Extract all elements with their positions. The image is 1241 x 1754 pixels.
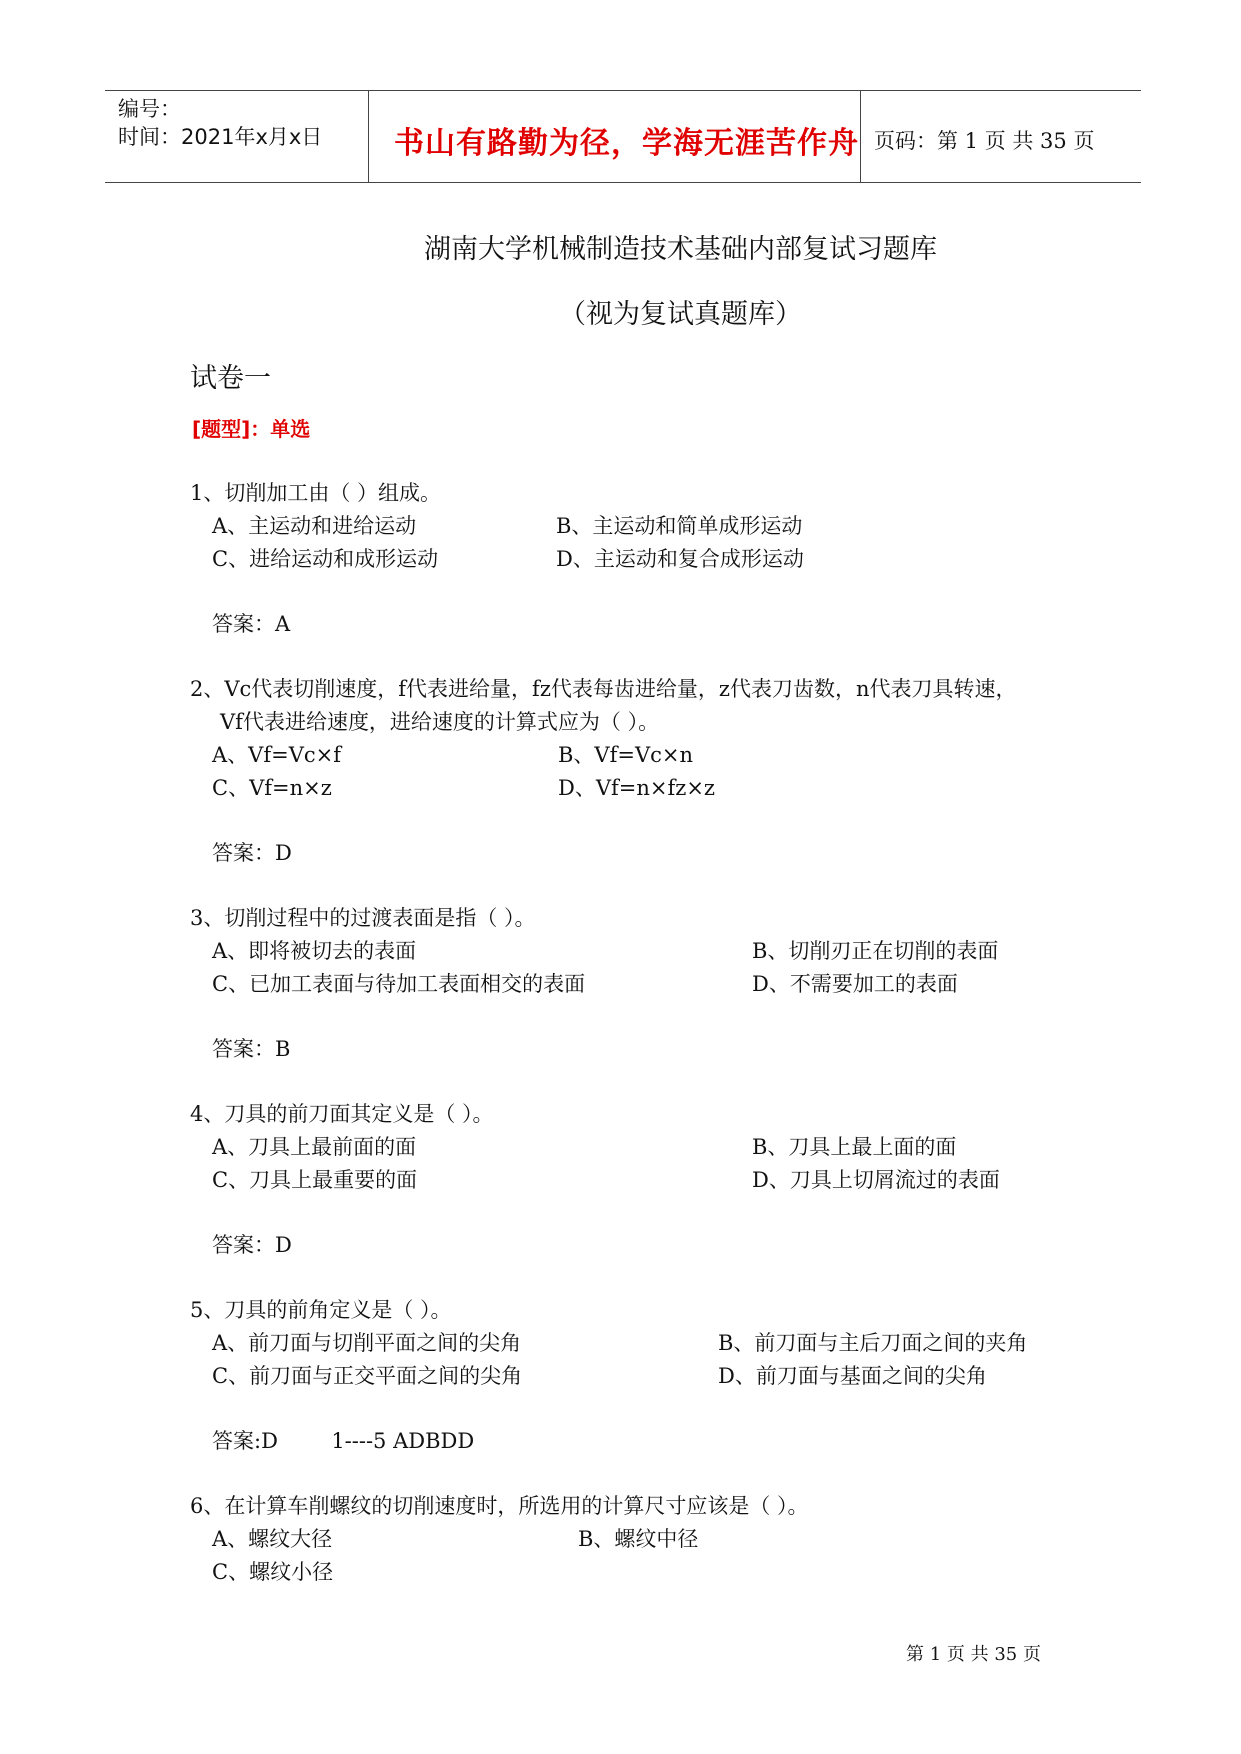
question-text-continued: Vf代表进给速度，进给速度的计算式应为（ ）。 [220,710,660,734]
option-b: B、Vf=Vc×n [558,743,694,767]
option-c: C、进给运动和成形运动 [212,547,439,571]
question-type-label: [题型]：单选 [192,417,311,441]
option-a: A、主运动和进给运动 [212,514,417,538]
option-b: B、前刀面与主后刀面之间的夹角 [718,1331,1028,1355]
header-page-label: 页码：第 1 页 共 35 页 [874,129,1095,153]
question-text: 2、Vc代表切削速度，f代表进给量，fz代表每齿进给量，z代表刀齿数，n代表刀具转速， [190,677,1017,701]
answer-text: 答案：A [212,612,291,636]
option-d: D、主运动和复合成形运动 [556,547,804,571]
section-heading: 试卷一 [190,363,271,394]
option-a: A、前刀面与切削平面之间的尖角 [212,1331,522,1355]
question-text: 6、在计算车削螺纹的切削速度时，所选用的计算尺寸应该是（ ）。 [190,1494,809,1518]
option-b: B、刀具上最上面的面 [752,1135,957,1159]
question-text: 5、刀具的前角定义是（ ）。 [190,1298,452,1322]
answer-text: 答案：B [212,1037,291,1061]
option-c: C、已加工表面与待加工表面相交的表面 [212,972,586,996]
header-number-label: 编号： [118,97,181,121]
option-c: C、前刀面与正交平面之间的尖角 [212,1364,523,1388]
header-divider-left [368,90,369,183]
document-title: 湖南大学机械制造技术基础内部复试习题库 [424,234,937,265]
answer-text: 答案：D [212,1233,292,1257]
option-b: B、螺纹中径 [578,1527,699,1551]
option-a: A、螺纹大径 [212,1527,333,1551]
header-time-label: 时间：2021年x月x日 [118,125,323,149]
option-d: D、前刀面与基面之间的尖角 [718,1364,987,1388]
option-c: C、Vf=n×z [212,776,332,800]
header-bottom-rule [105,182,1141,183]
question-text: 4、刀具的前刀面其定义是（ ）。 [190,1102,494,1126]
option-c: C、螺纹小径 [212,1560,334,1584]
option-d: D、刀具上切屑流过的表面 [752,1168,1000,1192]
answer-text: 答案:D 1----5 ADBDD [212,1429,475,1453]
header-motto: 书山有路勤为径，学海无涯苦作舟 [394,126,859,161]
option-c: C、刀具上最重要的面 [212,1168,418,1192]
option-a: A、刀具上最前面的面 [212,1135,417,1159]
question-text: 1、切削加工由（ ）组成。 [190,481,442,505]
header-top-rule [105,90,1141,91]
document-subtitle: （视为复试真题库） [559,299,802,330]
option-b: B、切削刃正在切削的表面 [752,939,999,963]
option-d: D、不需要加工的表面 [752,972,958,996]
answer-text: 答案：D [212,841,292,865]
page-footer: 第 1 页 共 35 页 [906,1644,1041,1665]
option-d: D、Vf=n×fz×z [558,776,715,800]
option-a: A、即将被切去的表面 [212,939,417,963]
header-divider-right [860,90,861,183]
option-b: B、主运动和简单成形运动 [556,514,803,538]
option-a: A、Vf=Vc×f [212,743,341,767]
question-text: 3、切削过程中的过渡表面是指（ ）。 [190,906,536,930]
